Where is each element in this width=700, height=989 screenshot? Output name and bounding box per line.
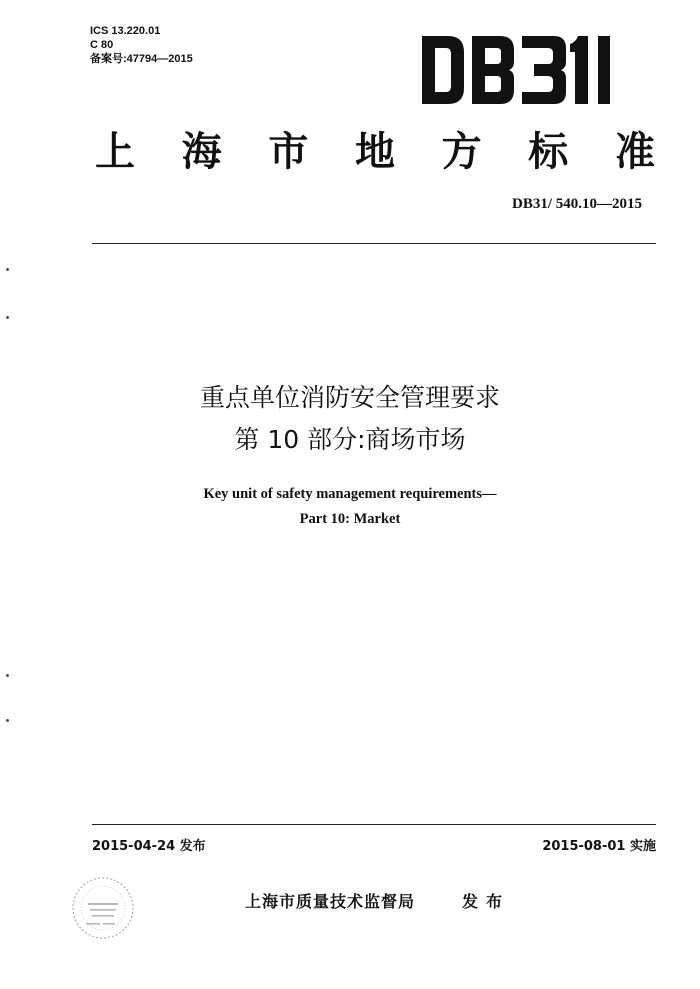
title-cn-line1: 重点单位消防安全管理要求 (199, 383, 500, 412)
publish-date: 2015-04-24 发布 (92, 839, 206, 854)
title-char: 方 (441, 129, 482, 175)
title-en-line2: Part 10: Market (299, 511, 401, 527)
ics-code: ICS 13.220.01 (90, 25, 161, 37)
title-char: 标 (528, 129, 569, 175)
title-cn-line2: 第 10 部分:商场市场 (234, 425, 466, 454)
seal-icon (70, 875, 136, 941)
margin-dot (6, 268, 9, 271)
margin-dot (6, 719, 9, 722)
standard-number: DB31/ 540.10—2015 (511, 196, 642, 212)
record-number: 备案号:47794—2015 (90, 53, 193, 65)
classification-block (90, 24, 193, 66)
title-char: 地 (354, 129, 395, 175)
title-en-line1: Key unit of safety management requirements— (203, 486, 497, 502)
issue-action: 发布 (462, 892, 511, 911)
ccs-code: C 80 (90, 39, 114, 51)
db31-logo (420, 30, 620, 110)
title-char: 海 (181, 129, 222, 175)
bottom-divider (92, 824, 656, 825)
top-divider (92, 243, 656, 244)
issuing-authority: 上海市质量技术监督局 (245, 892, 416, 911)
title-char: 准 (614, 129, 655, 175)
implement-date: 2015-08-01 实施 (542, 839, 656, 854)
standard-category-title (95, 128, 655, 176)
margin-dot (6, 316, 9, 319)
title-char: 市 (268, 129, 309, 175)
title-char: 上 (95, 129, 135, 175)
margin-dot (6, 674, 9, 677)
